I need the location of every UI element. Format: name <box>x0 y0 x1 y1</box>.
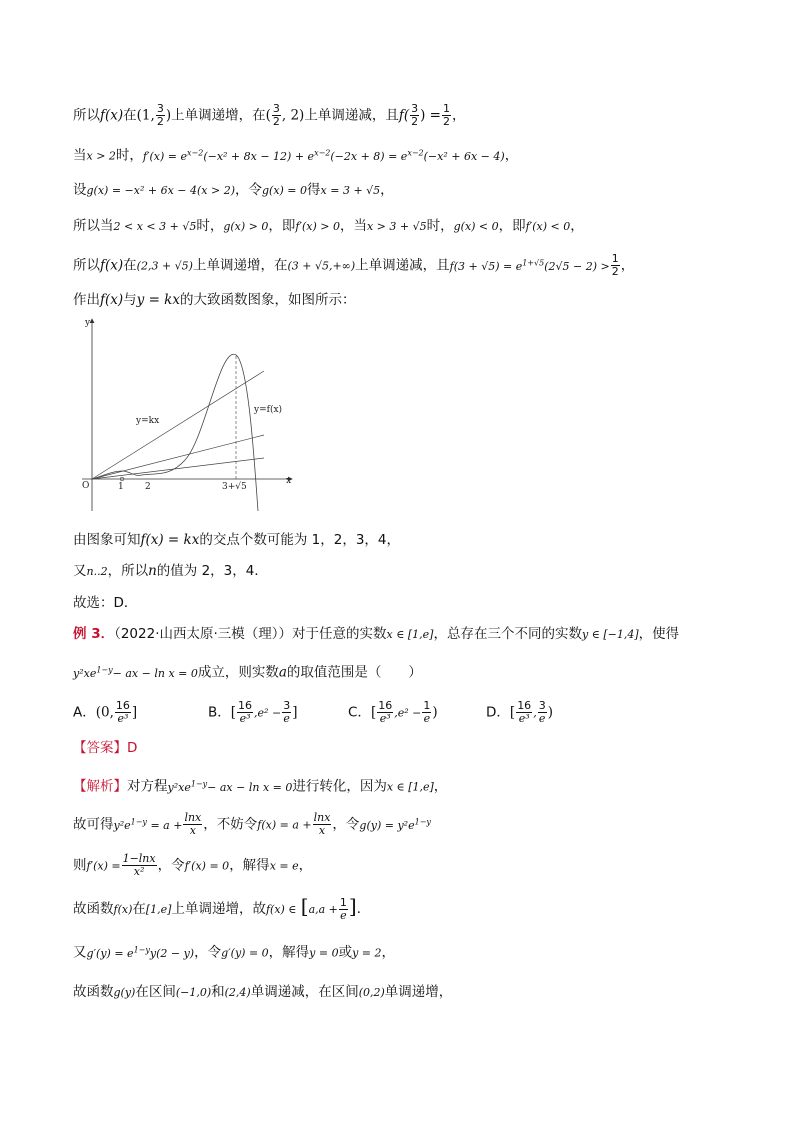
tick-2: 2 <box>145 482 151 492</box>
label-fx: y=f(x) <box>254 405 283 415</box>
text: 所以 <box>73 107 100 124</box>
line-5: 所以f(x)在(2,3 + √5)上单调递增，在(3 + √5,+∞)上单调递减，且$f(3 + √5) = e^{1+√5}(2√5 - 2)$ > $\frac{1}{2}$ ， <box>73 252 635 279</box>
text: 上单调递增，在 <box>171 107 266 124</box>
example-3-header: 例 3．（2022·山西太原·三模（理））对于任意的实数x ∈ [1,e]，总存在三个不同的实数y ∈ [−1,4]，使得 <box>73 626 680 642</box>
answer: 【答案】D <box>73 740 138 756</box>
function-graph <box>70 315 300 515</box>
origin-label: O <box>82 481 90 491</box>
fraction: $\frac{3}{2}$ <box>411 102 419 128</box>
analysis-line-6: 故函数g(y)在区间(−1,0)和(2,4)单调递减，在区间(0,2)单调递增， <box>73 984 453 1000</box>
x-axis-label: x <box>286 476 292 486</box>
math: 2) <box>290 107 305 124</box>
fraction: $\frac{3}{2}$ <box>272 102 280 128</box>
math: x > 2 <box>86 149 116 163</box>
fraction: $\frac{1}{2}$ <box>442 102 450 128</box>
math: x = 3 + √5 <box>320 184 381 197</box>
fraction: $\frac{1}{2}$ <box>611 252 619 279</box>
choice-D: D．[ $\frac{16}{\text{e³}}$ , $\frac{3}{e}$ ) <box>486 699 553 725</box>
line-3: 设g(x) = −x² + 6x − 4(x > 2)，令g(x) = 0得x = 3 + √5， <box>73 182 394 198</box>
example-label: 例 3． <box>73 626 115 642</box>
y-axis-label: y <box>85 318 91 328</box>
analysis-line-5: 又$g'(y) = e^{1-y}y(2 - y)$，令g′(y) = 0，解得y = 0或y = 2， <box>73 944 396 961</box>
line-9: 故选：D． <box>73 595 138 611</box>
line-8: 又n..2，所以n的值为 2，3，4． <box>73 563 268 579</box>
tick-3: 3+√5 <box>222 482 247 492</box>
line-kx-3 <box>92 458 264 479</box>
line-2: 当x > 2时，$f'(x) = e^{x-2}(-x^2 + 8x - 12) + e^{x-2}(-2x + 8) = e^{x-2}(-x^2 + 6x - 4)$， <box>73 147 519 164</box>
line-7: 由图象可知f(x) = kx的交点个数可能为 1，2，3，4， <box>73 532 400 548</box>
line-6: 作出f(x)与y = kx的大致函数图象，如图所示： <box>73 292 356 308</box>
line-1: 所以f(x)在(1, $\frac{3}{2}$ )上单调递增，在( $\frac{3}{2}$ , 2)上单调递减，且f( $\frac{3}{2}$ ) = $\frac{1}{2}$ ， <box>73 102 466 128</box>
math: f(x) <box>100 107 124 124</box>
line-4: 所以当2 < x < 3 + √5时，g(x) > 0，即f′(x) > 0，当x > 3 + √5时，g(x) < 0，即f′(x) < 0， <box>73 218 584 234</box>
label-kx: y=kx <box>136 416 160 426</box>
text: 在 <box>123 107 137 124</box>
analysis-line-2: 故可得$y^2e^{1-y} = a$ + $\frac{\ln x}{x}$ ，不妨令f(x) = a + $\frac{\ln x}{x}$ ，令$g(y) = y^2e^{1-y}$ <box>73 811 431 838</box>
tick-1: 1 <box>118 482 124 492</box>
analysis-line-3: 则f′(x) = $\frac{1-\ln x}{\text{x²}}$ ，令f′(x) = 0，解得x = e， <box>73 852 313 878</box>
line-11: $y^2xe^{1-y}-$ ax − ln x = 0成立，则实数a的取值范围是（ ） <box>73 664 422 681</box>
math: g(x) = −x² + 6x − 4(x > 2) <box>86 184 235 197</box>
analysis-label: 【解析】 <box>73 778 127 795</box>
line-kx-2 <box>92 435 264 479</box>
choice-C: C．[ $\frac{16}{\text{e³}}$ ,e² − $\frac{1}{e}$ ) <box>348 699 438 725</box>
text: 上单调递减，且 <box>304 107 399 124</box>
choice-A: A．(0, $\frac{16}{\text{e³}}$ ] <box>73 699 138 725</box>
choice-B: B．[ $\frac{16}{\text{e³}}$ ,e² − $\frac{3}{e}$ ] <box>208 699 298 725</box>
analysis-line-1: 【解析】对方程$y^2xe^{1-y}-$ ax − ln x = 0进行转化，因为x ∈ [1,e]， <box>73 778 448 795</box>
derivative-formula: $f'(x) = e^{x-2}(-x^2 + 8x - 12) + e^{x-2}(-2x + 8) = e^{x-2}(-x^2 + 6x - 4)$ <box>142 148 505 163</box>
fraction: $\frac{3}{2}$ <box>156 102 164 128</box>
line-kx-1 <box>92 371 264 479</box>
math: (1, <box>136 107 155 124</box>
analysis-line-4: 故函数f(x)在[1,e]上单调递增，故f(x) ∈ [a,a + $\frac{1}{e}$ ]． <box>73 894 371 922</box>
math: g(x) = 0 <box>261 184 308 197</box>
